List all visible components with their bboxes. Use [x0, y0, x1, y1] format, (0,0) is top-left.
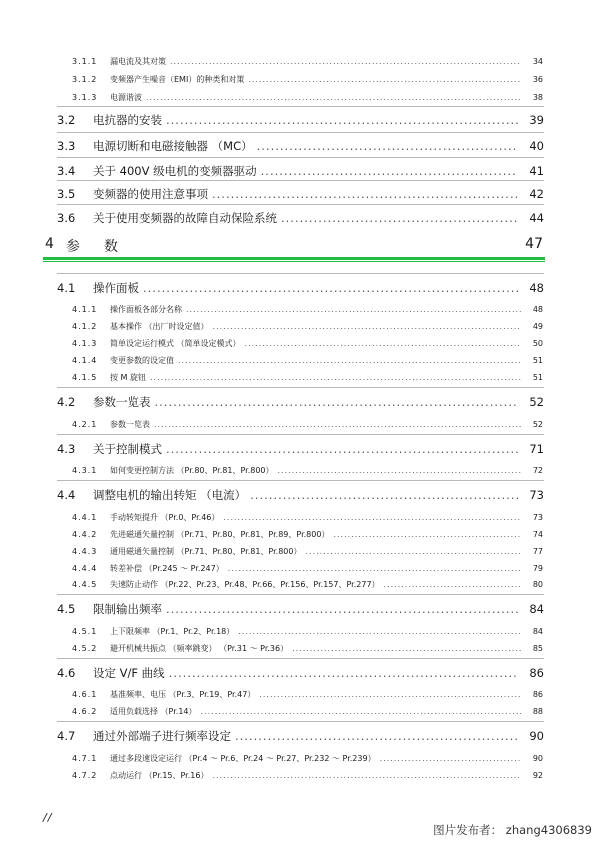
toc-sub-number: 4.3.1: [72, 466, 98, 475]
chapter-title: 参数: [66, 239, 142, 255]
toc-section-entry[interactable]: [0, 163, 600, 179]
toc-sub-page: 74: [532, 530, 543, 539]
toc-sub-entry[interactable]: [0, 753, 600, 764]
toc-sub-page: 51: [532, 356, 543, 365]
toc-sub-leader: [170, 57, 521, 66]
toc-sub-leader: [154, 420, 521, 429]
toc-sub-leader: [333, 530, 521, 539]
toc-sub-leader: [248, 75, 521, 84]
toc-sub-title: 如何变更控制方法 （Pr.80、Pr.81、Pr.800）: [110, 466, 274, 475]
toc-sub-leader: [305, 547, 521, 556]
toc-section-title: 电源切断和电磁接触器 （MC）: [93, 139, 253, 153]
toc-section-title: 通过外部端子进行频率设定: [93, 729, 231, 743]
toc-section-entry[interactable]: [0, 210, 600, 226]
toc-sub-title: 手动转矩提升 （Pr.0、Pr.46）: [110, 513, 220, 522]
toc-section-entry[interactable]: [0, 665, 600, 681]
toc-sub-number: 4.1.5: [72, 373, 98, 382]
toc-section-title: 设定 V/F 曲线: [93, 666, 165, 680]
toc-sub-title: 按 M 旋钮: [110, 373, 146, 382]
section-divider: [57, 106, 544, 107]
toc-sub-title: 避开机械共振点 （频率跳变） （Pr.31 ～ Pr.36）: [110, 644, 289, 653]
toc-section-title: 操作面板: [93, 281, 139, 295]
toc-sub-leader: [259, 690, 521, 699]
toc-section-leader: [166, 442, 518, 456]
toc-section-title: 电抗器的安装: [93, 113, 162, 127]
toc-sub-page: 38: [532, 93, 543, 102]
toc-sub-entry[interactable]: [0, 512, 600, 523]
toc-sub-entry[interactable]: [0, 92, 600, 103]
section-divider: [57, 721, 544, 722]
toc-sub-title: 简单设定运行模式 （简单设定模式）: [110, 339, 241, 348]
toc-section-page: 42: [529, 187, 544, 201]
toc-section-number: 3.2: [57, 113, 76, 127]
toc-section-page: 86: [529, 666, 544, 680]
toc-sub-entry[interactable]: [0, 770, 600, 781]
toc-sub-page: 84: [532, 627, 543, 636]
toc-section-number: 3.5: [57, 187, 76, 201]
toc-section-entry[interactable]: [0, 487, 600, 503]
toc-sub-entry[interactable]: [0, 529, 600, 540]
toc-sub-number: 4.2.1: [72, 420, 98, 429]
chapter-heading[interactable]: [45, 236, 545, 258]
toc-sub-leader: [228, 564, 521, 573]
toc-sub-title: 电源谐波: [110, 93, 142, 102]
toc-sub-title: 点动运行 （Pr.15、Pr.16）: [110, 771, 209, 780]
toc-sub-page: 85: [532, 644, 543, 653]
chapter-underline-thin: [43, 261, 545, 262]
toc-sub-leader: [380, 754, 521, 763]
toc-sub-leader: [238, 627, 521, 636]
toc-section-entry[interactable]: [0, 394, 600, 410]
toc-sub-leader: [245, 339, 521, 348]
toc-sub-leader: [146, 93, 521, 102]
toc-sub-title: 上下限频率 （Pr.1、Pr.2、Pr.18）: [110, 627, 235, 636]
toc-sub-number: 4.5.2: [72, 644, 98, 653]
section-divider: [57, 132, 544, 133]
toc-sub-entry[interactable]: [0, 546, 600, 557]
section-divider: [57, 658, 544, 659]
toc-section-page: 73: [529, 488, 544, 502]
toc-sub-number: 3.1.1: [72, 57, 98, 66]
toc-section-leader: [261, 164, 518, 178]
toc-section-number: 3.6: [57, 211, 76, 225]
toc-section-number: 4.6: [57, 666, 76, 680]
toc-sub-title: 参数一览表: [110, 420, 150, 429]
toc-sub-title: 变更参数的设定值: [110, 356, 174, 365]
toc-sub-page: 88: [532, 707, 543, 716]
toc-sub-number: 4.1.3: [72, 339, 98, 348]
toc-sub-number: 4.1.4: [72, 356, 98, 365]
toc-section-page: 71: [529, 442, 544, 456]
footer-page-marker: //: [43, 811, 53, 824]
toc-section-leader: [143, 281, 518, 295]
toc-section-number: 4.2: [57, 395, 76, 409]
toc-sub-entry[interactable]: [0, 706, 600, 717]
toc-sub-page: 73: [532, 513, 543, 522]
toc-sub-title: 变频器产生噪音（EMI）的种类和对策: [110, 75, 245, 84]
toc-section-leader: [257, 139, 518, 153]
toc-sub-page: 77: [532, 547, 543, 556]
toc-section-title: 变频器的使用注意事项: [93, 187, 208, 201]
toc-section-number: 3.4: [57, 164, 76, 178]
toc-sub-entry[interactable]: [0, 643, 600, 654]
toc-section-title: 限制输出频率: [93, 602, 162, 616]
toc-sub-page: 92: [532, 771, 543, 780]
toc-sub-page: 51: [532, 373, 543, 382]
toc-sub-number: 3.1.3: [72, 93, 98, 102]
toc-sub-entry[interactable]: [0, 563, 600, 574]
toc-sub-number: 3.1.2: [72, 75, 98, 84]
toc-sub-leader: [278, 466, 521, 475]
toc-section-entry[interactable]: [0, 138, 600, 154]
toc-section-number: 4.1: [57, 281, 76, 295]
toc-section-leader: [155, 395, 519, 409]
toc-sub-title: 基本操作 （出厂时设定值）: [110, 322, 209, 331]
toc-sub-number: 4.1.2: [72, 322, 98, 331]
toc-sub-title: 漏电流及其对策: [110, 57, 166, 66]
toc-section-leader: [169, 666, 518, 680]
toc-section-title: 调整电机的输出转矩 （电流）: [93, 488, 247, 502]
toc-sub-page: 34: [532, 57, 543, 66]
toc-sub-leader: [384, 580, 521, 589]
toc-section-number: 4.5: [57, 602, 76, 616]
toc-sub-title: 先进磁通矢量控制 （Pr.71、Pr.80、Pr.81、Pr.89、Pr.800）: [110, 530, 330, 539]
toc-sub-title: 通用磁通矢量控制 （Pr.71、Pr.80、Pr.81、Pr.800）: [110, 547, 302, 556]
toc-sub-entry[interactable]: [0, 56, 600, 67]
section-divider: [57, 387, 544, 388]
toc-sub-entry[interactable]: [0, 321, 600, 332]
toc-sub-title: 基准频率、电压 （Pr.3、Pr.19、Pr.47）: [110, 690, 256, 699]
chapter-number: 4: [45, 236, 54, 252]
toc-section-entry[interactable]: [0, 186, 600, 202]
toc-sub-title: 适用负载选择 （Pr.14）: [110, 707, 197, 716]
toc-sub-page: 79: [532, 564, 543, 573]
toc-section-number: 4.7: [57, 729, 76, 743]
toc-sub-number: 4.7.2: [72, 771, 98, 780]
toc-sub-entry[interactable]: [0, 338, 600, 349]
toc-sub-leader: [201, 707, 521, 716]
toc-section-title: 关于使用变频器的故障自动保险系统: [93, 211, 277, 225]
toc-sub-page: 86: [532, 690, 543, 699]
toc-sub-entry[interactable]: [0, 419, 600, 430]
toc-section-page: 44: [529, 211, 544, 225]
toc-sub-number: 4.6.2: [72, 707, 98, 716]
toc-section-page: 40: [529, 139, 544, 153]
toc-section-title: 关于 400V 级电机的变频器驱动: [93, 164, 257, 178]
toc-sub-page: 48: [532, 305, 543, 314]
toc-sub-entry[interactable]: [0, 626, 600, 637]
toc-sub-number: 4.4.4: [72, 564, 98, 573]
toc-section-page: 84: [529, 602, 544, 616]
toc-section-page: 52: [529, 395, 544, 409]
toc-section-leader: [250, 488, 518, 502]
toc-sub-leader: [186, 305, 521, 314]
toc-sub-leader: [223, 513, 521, 522]
toc-sub-title: 失速防止动作 （Pr.22、Pr.23、Pr.48、Pr.66、Pr.156、Pr.157、Pr.277）: [110, 580, 380, 589]
toc-sub-leader: [212, 771, 521, 780]
toc-sub-entry[interactable]: [0, 74, 600, 85]
toc-sub-leader: [292, 644, 521, 653]
toc-sub-leader: [178, 356, 521, 365]
section-divider: [57, 480, 544, 481]
toc-sub-page: 90: [532, 754, 543, 763]
toc-section-page: 41: [529, 164, 544, 178]
toc-section-leader: [235, 729, 518, 743]
toc-sub-entry[interactable]: [0, 355, 600, 366]
toc-sub-page: 52: [532, 420, 543, 429]
toc-sub-number: 4.5.1: [72, 627, 98, 636]
toc-section-leader: [212, 187, 518, 201]
toc-section-title: 参数一览表: [93, 395, 151, 409]
toc-sub-entry[interactable]: [0, 465, 600, 476]
toc-sub-entry[interactable]: [0, 304, 600, 315]
toc-section-leader: [281, 211, 518, 225]
toc-section-number: 4.3: [57, 442, 76, 456]
toc-sub-title: 通过多段速设定运行 （Pr.4 ～ Pr.6、Pr.24 ～ Pr.27、Pr.232 ～ Pr.239）: [110, 754, 376, 763]
chapter-page: 47: [525, 236, 543, 252]
toc-sub-page: 80: [532, 580, 543, 589]
toc-sub-entry[interactable]: [0, 579, 600, 590]
toc-section-entry[interactable]: [0, 601, 600, 617]
section-divider: [57, 157, 544, 158]
toc-section-entry[interactable]: [0, 112, 600, 128]
toc-sub-page: 36: [532, 75, 543, 84]
toc-sub-title: 操作面板各部分名称: [110, 305, 182, 314]
toc-sub-number: 4.1.1: [72, 305, 98, 314]
toc-section-page: 48: [529, 281, 544, 295]
toc-sub-page: 50: [532, 339, 543, 348]
chapter-underline: [43, 257, 545, 260]
toc-sub-page: 49: [532, 322, 543, 331]
section-divider: [57, 273, 544, 274]
toc-section-number: 3.3: [57, 139, 76, 153]
toc-sub-number: 4.4.5: [72, 580, 98, 589]
toc-sub-number: 4.4.1: [72, 513, 98, 522]
toc-sub-entry[interactable]: [0, 689, 600, 700]
toc-sub-page: 72: [532, 466, 543, 475]
section-divider: [57, 434, 544, 435]
toc-section-page: 90: [529, 729, 544, 743]
toc-sub-title: 转差补偿 （Pr.245 ～ Pr.247）: [110, 564, 224, 573]
watermark: 图片发布者： zhang4306839: [433, 823, 592, 837]
toc-sub-entry[interactable]: [0, 372, 600, 383]
toc-section-entry[interactable]: [0, 441, 600, 457]
section-divider: [57, 594, 544, 595]
toc-section-number: 4.4: [57, 488, 76, 502]
section-divider: [57, 204, 544, 205]
toc-section-leader: [166, 602, 518, 616]
toc-section-entry[interactable]: [0, 280, 600, 296]
toc-section-entry[interactable]: [0, 728, 600, 744]
toc-sub-number: 4.6.1: [72, 690, 98, 699]
toc-section-page: 39: [529, 113, 544, 127]
toc-sub-leader: [150, 373, 521, 382]
toc-sub-number: 4.7.1: [72, 754, 98, 763]
toc-sub-number: 4.4.2: [72, 530, 98, 539]
toc-section-title: 关于控制模式: [93, 442, 162, 456]
toc-sub-number: 4.4.3: [72, 547, 98, 556]
toc-section-leader: [166, 113, 518, 127]
toc-sub-leader: [213, 322, 521, 331]
section-divider: [57, 180, 544, 181]
